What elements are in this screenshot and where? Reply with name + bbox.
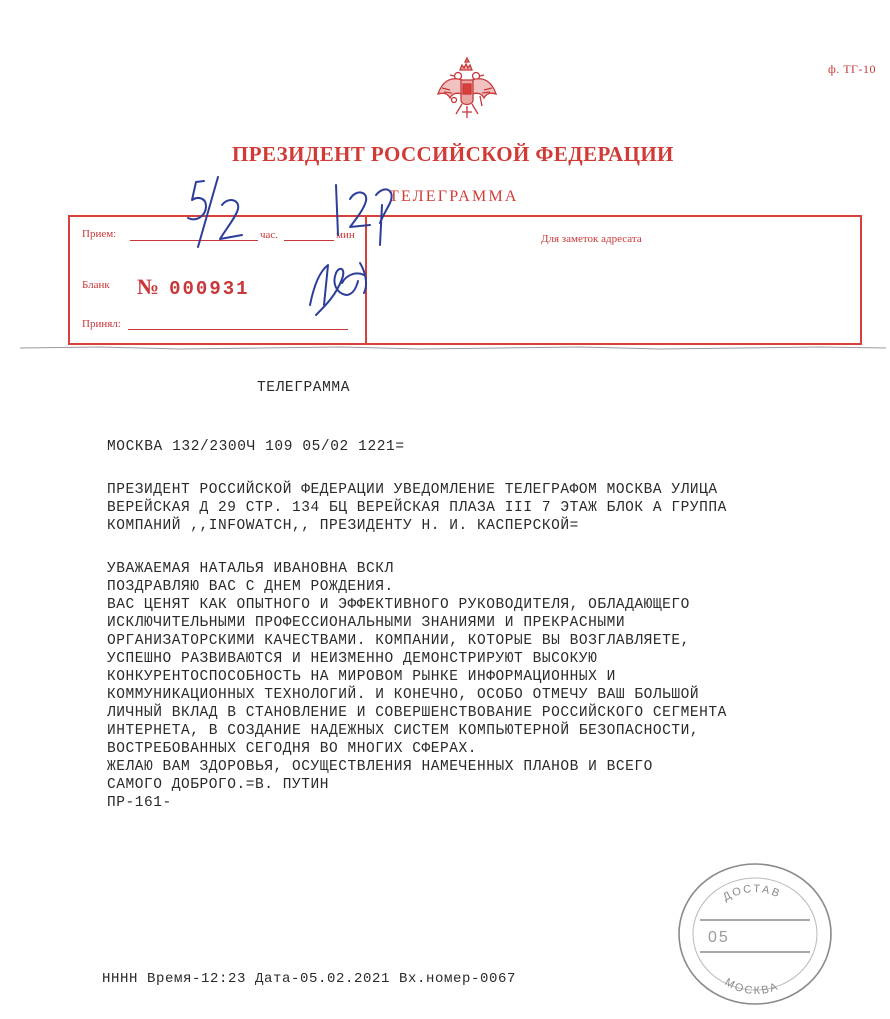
body-line: ВОСТРЕБОВАННЫХ СЕГОДНЯ ВО МНОГИХ СФЕРАХ. — [107, 741, 478, 757]
address-block — [107, 481, 727, 535]
stamp-bottom-text: МОСКВА — [722, 976, 781, 998]
svg-text:ДОСТАВ — [721, 883, 783, 904]
form-code: ф. ТГ-10 — [827, 62, 876, 76]
telegram-form-title: ТЕЛЕГРАММА — [389, 188, 519, 205]
address-line: ВЕРЕЙСКАЯ Д 29 СТР. 134 БЦ ВЕРЕЙСКАЯ ПЛАЗА III 7 ЭТАЖ БЛОК А ГРУППА — [107, 500, 727, 516]
round-postal-stamp-icon — [674, 856, 836, 1006]
paper-edge — [20, 345, 886, 351]
number-sign: № — [137, 274, 160, 299]
blank-number — [137, 274, 250, 300]
accepted-label: Принял: — [82, 318, 121, 330]
address-line: ПРЕЗИДЕНТ РОССИЙСКОЙ ФЕДЕРАЦИИ УВЕДОМЛЕНИЕ ТЕЛЕГРАФОМ МОСКВА УЛИЦА — [107, 482, 718, 498]
body-line: ВАС ЦЕНЯТ КАК ОПЫТНОГО И ЭФФЕКТИВНОГО РУКОВОДИТЕЛЯ, ОБЛАДАЮЩЕГО — [107, 597, 690, 613]
body-line: ПОЗДРАВЛЯЮ ВАС С ДНЕМ РОЖДЕНИЯ. — [107, 579, 394, 595]
stamp-date-text: 05 — [708, 929, 730, 946]
body-line: УСПЕШНО РАЗВИВАЮТСЯ И НЕИЗМЕННО ДЕМОНСТРИРУЮТ ВЫСОКУЮ — [107, 651, 598, 667]
message-body — [107, 560, 727, 812]
stamp-top-text: ДОСТАВ — [720, 883, 783, 904]
hours-label: час. — [260, 229, 279, 241]
body-line: САМОГО ДОБРОГО.=В. ПУТИН — [107, 777, 330, 793]
body-line: КОНКУРЕНТОСПОСОБНОСТЬ НА МИРОВОМ РЫНКЕ ИНФОРМАЦИОННЫХ И — [107, 669, 616, 685]
body-line: ЖЕЛАЮ ВАМ ЗДОРОВЬЯ, ОСУЩЕСТВЛЕНИЯ НАМЕЧЕННЫХ ПЛАНОВ И ВСЕГО — [107, 759, 653, 775]
body-line: ОРГАНИЗАТОРСКИМИ КАЧЕСТВАМИ. КОМПАНИИ, КОТОРЫЕ ВЫ ВОЗГЛАВЛЯЕТЕ, — [107, 633, 690, 649]
body-line: ПР-161- — [107, 795, 172, 811]
president-title: ПРЕЗИДЕНТ РОССИЙСКОЙ ФЕДЕРАЦИИ — [232, 142, 674, 166]
svg-text:МОСКВА — [723, 976, 781, 997]
accepted-line — [128, 329, 348, 330]
telegram-heading: ТЕЛЕГРАММА — [257, 380, 351, 396]
minutes-label: мин — [336, 229, 355, 241]
body-line: ИСКЛЮЧИТЕЛЬНЫМИ ПРОФЕССИОНАЛЬНЫМИ ЗНАНИЯМИ И ПРЕКРАСНЫМИ — [107, 615, 626, 631]
received-label: Прием: — [82, 228, 117, 240]
blank-label: Бланк — [82, 279, 110, 291]
body-line: УВАЖАЕМАЯ НАТАЛЬЯ ИВАНОВНА ВСКЛ — [107, 561, 394, 577]
double-headed-eagle-emblem-icon — [432, 56, 502, 126]
telegram-footer: НННН Время-12:23 Дата-05.02.2021 Вх.номер-0067 — [102, 971, 517, 987]
telegram-header-line: МОСКВА 132/2300Ч 109 05/02 1221= — [107, 439, 405, 455]
body-line: ЛИЧНЫЙ ВКЛАД В СТАНОВЛЕНИЕ И СОВЕРШЕНСТВОВАНИЕ РОССИЙСКОГО СЕГМЕНТА — [107, 705, 727, 721]
blank-number-value: 000931 — [169, 278, 250, 300]
address-line: КОМПАНИЙ ,,INFOWATCH,, ПРЕЗИДЕНТУ Н. И. КАСПЕРСКОЙ= — [107, 518, 579, 534]
body-line: ИНТЕРНЕТА, В СОЗДАНИЕ НАДЕЖНЫХ СИСТЕМ КОМПЬЮТЕРНОЙ БЕЗОПАСНОСТИ, — [107, 723, 700, 739]
body-line: КОММУНИКАЦИОННЫХ ТЕХНОЛОГИЙ. И КОНЕЧНО, ОСОБО ОТМЕЧУ ВАШ БОЛЬШОЙ — [107, 687, 700, 703]
received-line — [130, 240, 258, 241]
notes-label: Для заметок адресата — [541, 233, 642, 245]
hours-line — [284, 240, 334, 241]
